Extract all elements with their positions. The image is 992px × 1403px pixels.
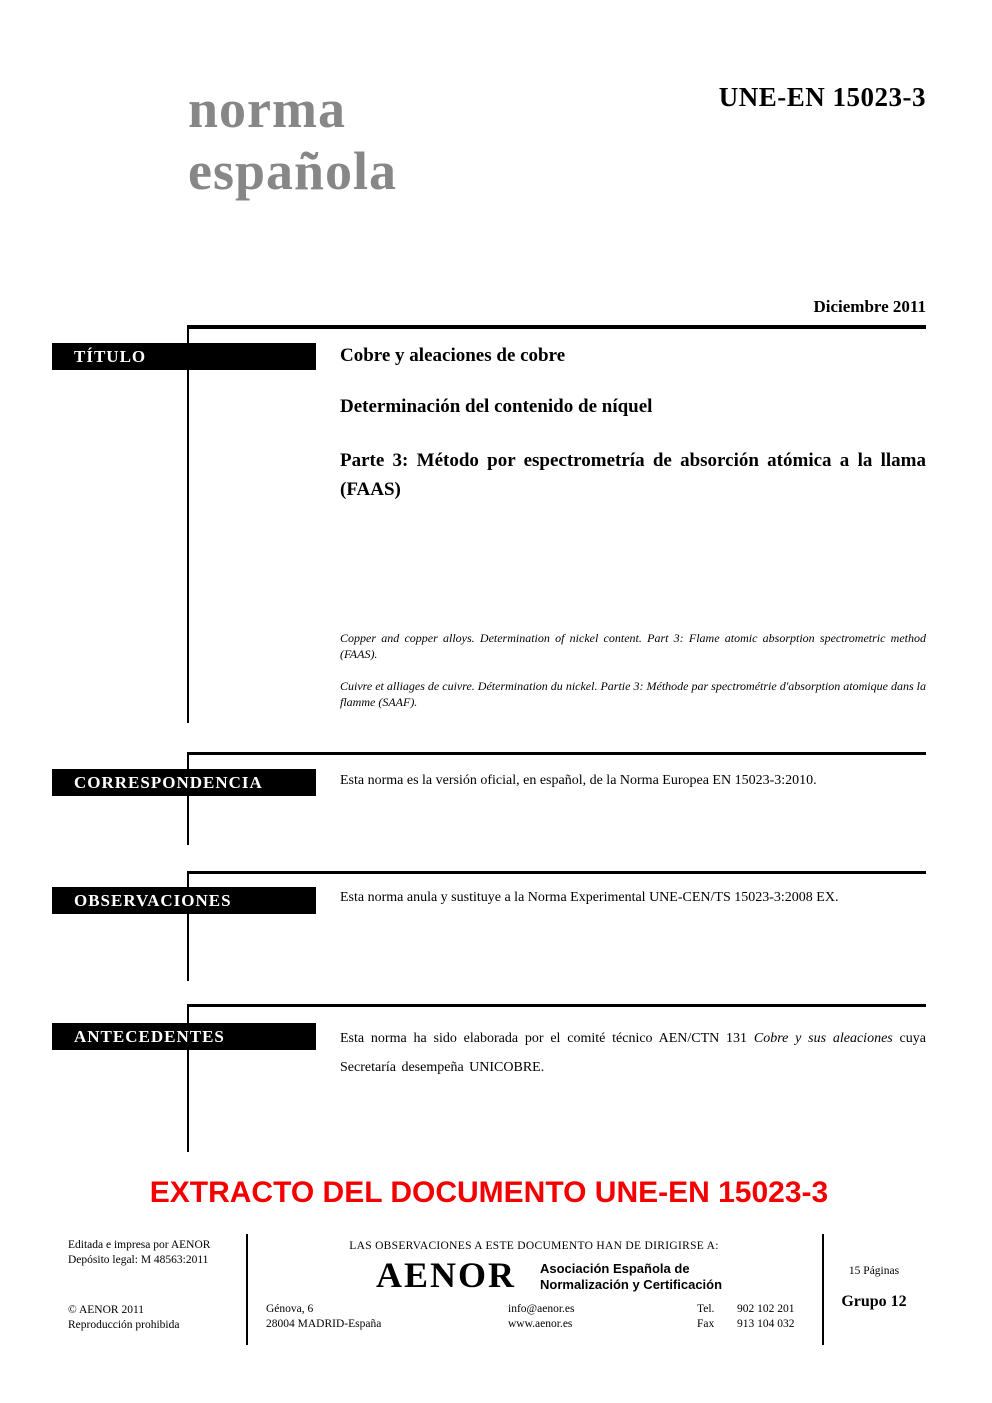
footer-copyright: © AENOR 2011 <box>68 1304 145 1316</box>
footer-fax-label: Fax <box>697 1318 715 1330</box>
footer-email: info@aenor.es <box>508 1303 575 1315</box>
footer-address-block <box>266 1302 381 1332</box>
correspondencia-label-text: CORRESPONDENCIA <box>74 772 263 792</box>
aenor-logo: AENOR <box>376 1255 517 1295</box>
antecedentes-rule <box>188 1004 926 1007</box>
extract-banner: EXTRACTO DEL DOCUMENTO UNE-EN 15023-3 <box>149 1176 829 1209</box>
antecedentes-text-after: cuya Secretaría desempeña UNICOBRE. <box>340 1031 926 1075</box>
footer-fax-number: 913 104 032 <box>737 1318 795 1330</box>
title-line-2: Determinación del contenido de níquel <box>340 396 653 417</box>
correspondencia-text: Esta norma es la versión oficial, en español, de la Norma Europea EN 15023-3:2010. <box>340 773 817 788</box>
footer-tel-number: 902 102 201 <box>737 1303 795 1315</box>
footer-edited-by: Editada e impresa por AENOR <box>68 1239 211 1251</box>
logo-line-1: norma <box>188 79 346 139</box>
footer-reproduction: Reproducción prohibida <box>68 1319 180 1331</box>
footer-legal-deposit: Depósito legal: M 48563:2011 <box>68 1254 209 1266</box>
correspondencia-rule <box>188 752 926 755</box>
footer-street: Génova, 6 <box>266 1303 314 1315</box>
footer-city: 28004 MADRID-España <box>266 1318 382 1330</box>
observaciones-label <box>52 887 316 914</box>
observaciones-text: Esta norma anula y sustituye a la Norma Experimental UNE-CEN/TS 15023-3:2008 EX. <box>340 890 839 905</box>
footer-tel-label: Tel. <box>697 1303 715 1315</box>
aenor-logo-subtitle <box>540 1261 722 1293</box>
aenor-subtitle-line-2: Normalización y Certificación <box>540 1277 723 1292</box>
antecedentes-text-italic: Cobre y sus aleaciones <box>753 1031 893 1046</box>
title-french-translation: Cuivre et alliages de cuivre. Détermination du nickel. Partie 3: Méthode par spectrométrie d'absorption atomique dans la flamme (SAAF). <box>340 679 926 709</box>
footer-observations-note: LAS OBSERVACIONES A ESTE DOCUMENTO HAN DE DIRIGIRSE A: <box>349 1240 719 1252</box>
footer-phone-block <box>697 1302 795 1332</box>
aenor-subtitle-line-1: Asociación Española de <box>540 1261 690 1276</box>
footer-divider-right <box>822 1234 824 1345</box>
footer-tel-row <box>697 1302 795 1317</box>
document-code: UNE-EN 15023-3 <box>718 82 926 112</box>
correspondencia-vertical-line <box>187 752 189 845</box>
title-english-translation: Copper and copper alloys. Determination of nickel content. Part 3: Flame atomic absorption spectrometric method (FAAS). <box>340 631 926 661</box>
titulo-vertical-line <box>187 325 189 723</box>
title-line-1: Cobre y aleaciones de cobre <box>340 345 566 366</box>
antecedentes-text <box>340 1024 926 1082</box>
footer-publisher-block <box>68 1238 210 1268</box>
logo-line-2: española <box>188 141 398 201</box>
footer-page-count: 15 Páginas <box>848 1265 900 1277</box>
footer-contact-block <box>508 1302 574 1332</box>
footer-website: www.aenor.es <box>508 1318 573 1330</box>
antecedentes-text-before: Esta norma ha sido elaborada por el comité técnico AEN/CTN 131 <box>340 1031 754 1046</box>
norma-espanola-logo <box>188 78 397 202</box>
title-line-3: Parte 3: Método por espectrometría de absorción atómica a la llama (FAAS) <box>340 450 926 500</box>
footer-group: Grupo 12 <box>841 1293 907 1310</box>
observaciones-rule <box>188 871 926 874</box>
footer-copyright-block <box>68 1303 179 1333</box>
antecedentes-label <box>52 1023 316 1050</box>
document-date: Diciembre 2011 <box>813 297 926 316</box>
correspondencia-label <box>52 769 316 796</box>
footer-fax-row <box>697 1317 795 1332</box>
observaciones-label-text: OBSERVACIONES <box>74 890 232 910</box>
titulo-label <box>52 343 316 370</box>
titulo-rule <box>188 325 926 329</box>
titulo-label-text: TÍTULO <box>74 346 147 366</box>
antecedentes-label-text: ANTECEDENTES <box>74 1026 225 1046</box>
